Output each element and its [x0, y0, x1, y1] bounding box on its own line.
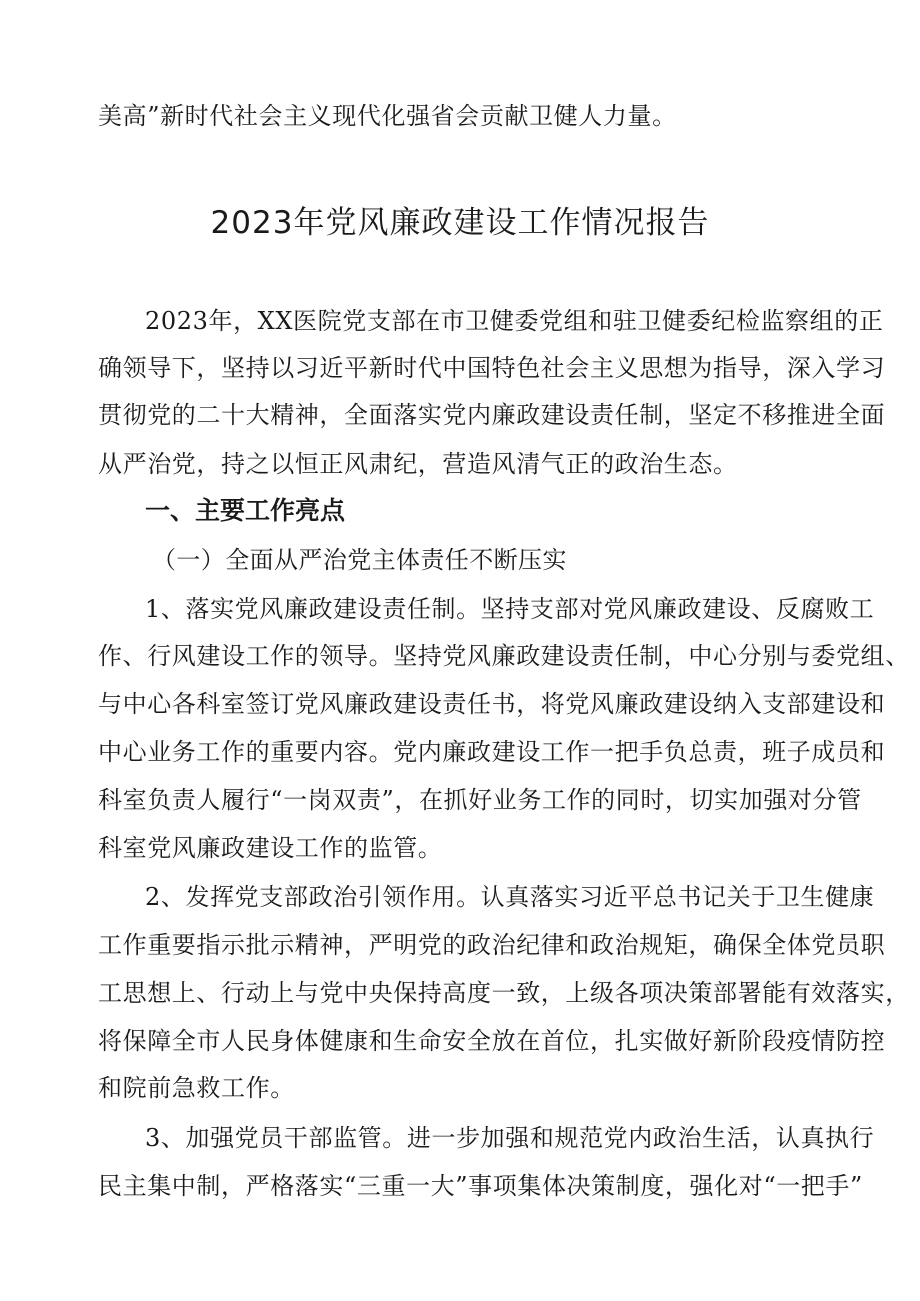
item1-line: 中心业务工作的重要内容。党内廉政建设工作一把手负总责，班子成员和: [98, 738, 886, 766]
item1-line: 与中心各科室签订党风廉政建设责任书，将党风廉政建设纳入支部建设和: [98, 690, 886, 718]
item2-line: 2、发挥党支部政治引领作用。认真落实习近平总书记关于卫生健康: [145, 883, 875, 911]
item1-line: 作、行风建设工作的领导。坚持党风廉政建设责任制，中心分别与委党组、: [98, 642, 910, 670]
item2-line: 工思想上、行动上与党中央保持高度一致，上级各项决策部署能有效落实，: [98, 979, 910, 1007]
intro-line: 从严治党，持之以恒正风肃纪，营造风清气正的政治生态。: [98, 450, 738, 478]
item1-line: 科室党风廉政建设工作的监管。: [98, 834, 443, 862]
subsection-heading: （一）全面从严治党主体责任不断压实: [152, 546, 567, 574]
section-heading: 一、主要工作亮点: [145, 496, 346, 525]
item2-line: 将保障全市人民身体健康和生命安全放在首位，扎实做好新阶段疫情防控: [98, 1027, 886, 1055]
item3-line: 民主集中制，严格落实“三重一大”事项集体决策制度，强化对“一把手”: [98, 1172, 863, 1200]
intro-line: 确领导下，坚持以习近平新时代中国特色社会主义思想为指导，深入学习: [98, 354, 886, 382]
continuation-line: 美高”新时代社会主义现代化强省会贡献卫健人力量。: [98, 102, 677, 130]
intro-line: 2023年，XX医院党支部在市卫健委党组和驻卫健委纪检监察组的正: [145, 307, 884, 335]
intro-line: 贯彻党的二十大精神，全面落实党内廉政建设责任制，坚定不移推进全面: [98, 401, 886, 429]
report-title: 2023年党风廉政建设工作情况报告: [210, 205, 710, 241]
item1-line: 科室负责人履行“一岗双责”，在抓好业务工作的同时，切实加强对分管: [98, 786, 862, 814]
item1-line: 1、落实党风廉政建设责任制。坚持支部对党风廉政建设、反腐败工: [145, 595, 875, 623]
item3-line: 3、加强党员干部监管。进一步加强和规范党内政治生活，认真执行: [145, 1124, 875, 1152]
item2-line: 和院前急救工作。: [98, 1074, 295, 1102]
item2-line: 工作重要指示批示精神，严明党的政治纪律和政治规矩，确保全体党员职: [98, 931, 886, 959]
